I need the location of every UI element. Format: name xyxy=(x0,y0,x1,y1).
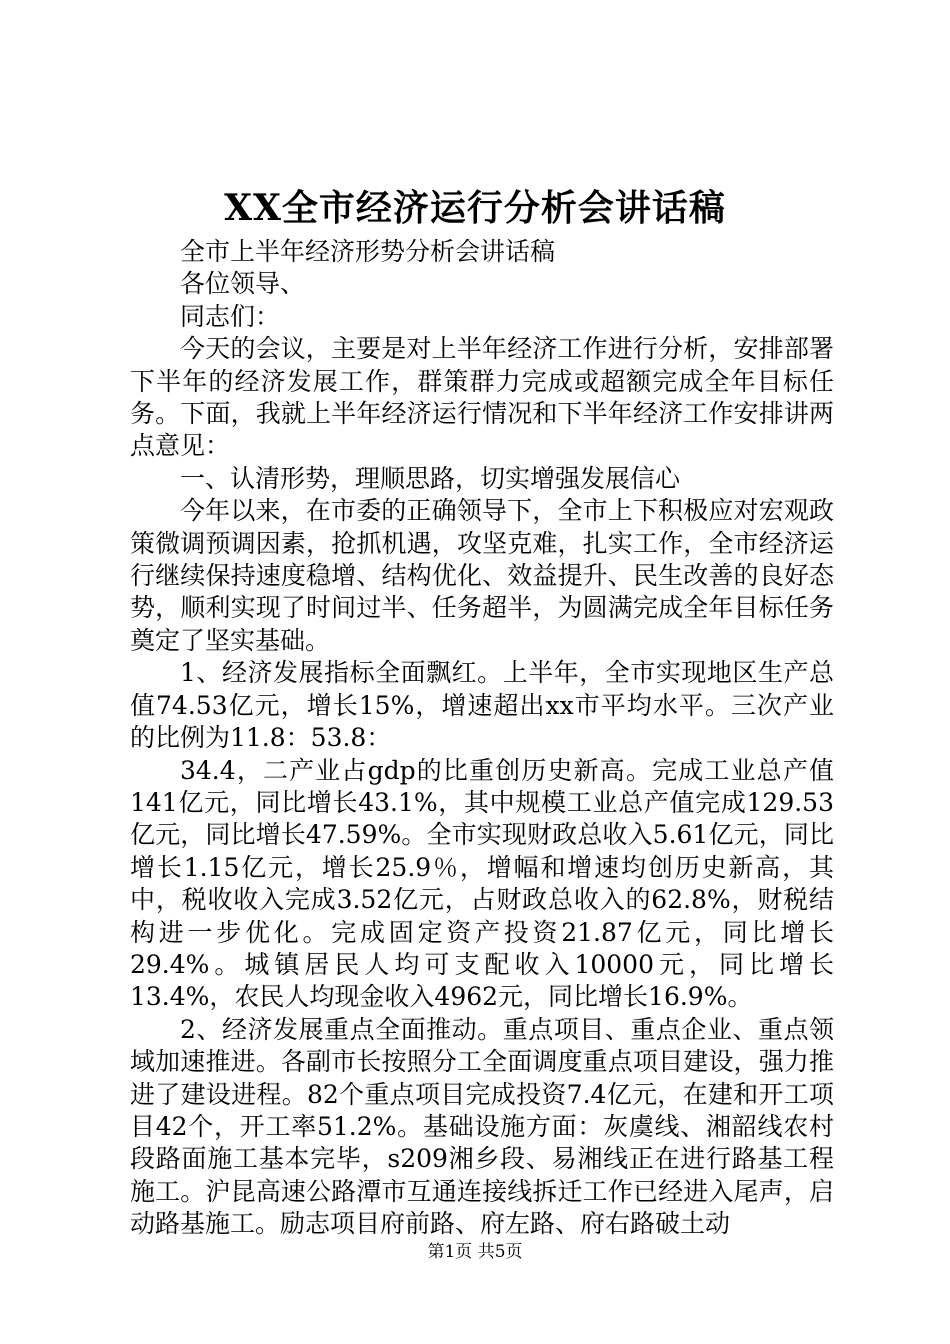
paragraph-salutation-leaders: 各位领导、 xyxy=(180,269,306,299)
paragraph-point-2: 2、经济发展重点全面推动。重点项目、重点企业、重点领域加速推进。各副市长按照分工全面调度重点项目建设，强力推进了建设进程。82个重点项目完成投资7.4亿元，在建和开工项目42个，开工率51.2%。基础设施方面：灰虞线、湘韶线农村段路面施工基本完毕，s209湘乡段、易湘线正在进行路基工程施工。沪昆高速公路潭市互通连接线拆迁工作已经进入尾声，启动路基施工。励志项目府前路、府左路、府右路破土动 xyxy=(130,1014,834,1239)
paragraph-subtitle: 全市上半年经济形势分析会讲话稿 xyxy=(180,237,556,266)
paragraph-point-1-continued: 34.4，二产业占gdp的比重创历史新高。完成工业总产值141亿元，同比增长43.1%，其中规模工业总产值完成129.53亿元，同比增长47.59%。全市实现财政总收入5.61亿元，同比增长1.15亿元，增长25.9％，增幅和增速均创历史新高，其中，税收收入完成3.52亿元，占财政总收入的62.8%，财税结构进一步优化。完成固定资产投资21.87亿元，同比增长29.4%。城镇居民人均可支配收入10000元，同比增长13.4%，农民人均现金收入4962元，同比增长16.9%。 xyxy=(130,755,834,1012)
document-title: XX全市经济运行分析会讲话稿 xyxy=(224,187,726,229)
paragraph-section-heading: 一、认清形势，理顺思路，切实增强发展信心 xyxy=(180,463,681,493)
paragraph-point-1: 1、经济发展指标全面飘红。上半年，全市实现地区生产总值74.53亿元，增长15%，增速超出xx市平均水平。三次产业的比例为11.8：53.8： xyxy=(130,658,834,753)
paragraph-salutation-comrades: 同志们： xyxy=(180,301,281,331)
document-body xyxy=(130,236,834,1241)
page-footer: 第1页 共5页 xyxy=(427,1242,523,1262)
paragraph-intro: 今天的会议，主要是对上半年经济工作进行分析，安排部署下半年的经济发展工作，群策群力完成或超额完成全年目标任务。下面，我就上半年经济运行情况和下半年经济工作安排讲两点意见： xyxy=(130,334,834,461)
paragraph-overview: 今年以来，在市委的正确领导下，全市上下积极应对宏观政策微调预调因素，抢抓机遇，攻坚克难，扎实工作，全市经济运行继续保持速度稳增、结构优化、效益提升、民生改善的良好态势，顺利实现了时间过半、任务超半，为圆满完成全年目标任务奠定了坚实基础。 xyxy=(130,496,834,655)
